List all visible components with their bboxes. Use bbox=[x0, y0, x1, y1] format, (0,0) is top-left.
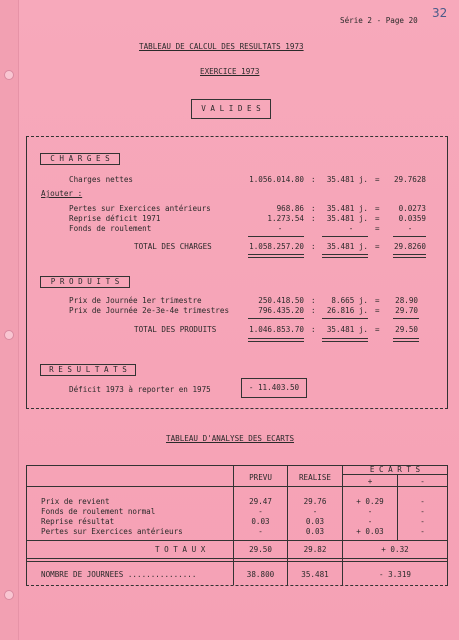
header-bottom-rule bbox=[26, 486, 448, 487]
ecart-row-realise: - bbox=[312, 507, 318, 516]
total-produits-days: 35.481 j. bbox=[326, 325, 368, 334]
double-rule bbox=[322, 338, 368, 342]
table-right bbox=[447, 465, 448, 585]
ecarts-subheader-rule bbox=[342, 474, 447, 475]
charges-row-label: Pertes sur Exercices antérieurs bbox=[69, 204, 211, 213]
totaux-realise: 29.82 bbox=[303, 545, 327, 554]
header-realise: REALISE bbox=[298, 473, 331, 482]
equals-sign: = bbox=[375, 296, 380, 305]
ecart-row-minus: - bbox=[420, 527, 425, 536]
charges-row-amount: 1.273.54 bbox=[267, 214, 304, 223]
ecart-row-realise: 29.76 bbox=[303, 497, 327, 506]
frame-right bbox=[447, 136, 448, 408]
charges-row-rate: 0.0273 bbox=[398, 204, 426, 213]
double-rule bbox=[393, 254, 426, 258]
totaux-top-rule bbox=[26, 540, 448, 541]
ecart-row-label: Fonds de roulement normal bbox=[41, 507, 156, 516]
charges-row-label: Reprise déficit 1971 bbox=[69, 214, 161, 223]
totaux-prevu: 29.50 bbox=[249, 545, 272, 554]
equals-sign: = bbox=[375, 214, 380, 223]
charges-row-amount: 968.86 bbox=[276, 204, 304, 213]
equals-sign: = bbox=[375, 204, 380, 213]
totaux-ecart: + 0.32 bbox=[381, 545, 409, 554]
frame-bottom bbox=[26, 408, 448, 409]
equals-sign: = bbox=[375, 325, 380, 334]
journees-ecart: - 3.319 bbox=[378, 570, 411, 579]
ecart-row-plus: - bbox=[367, 507, 373, 516]
rule bbox=[393, 318, 419, 319]
journees-prevu: 38.800 bbox=[246, 570, 275, 579]
rule bbox=[322, 318, 368, 319]
rule bbox=[248, 236, 304, 237]
equals-sign: = bbox=[375, 306, 380, 315]
total-charges-label: TOTAL DES CHARGES bbox=[134, 242, 212, 251]
ajouter-label: Ajouter : bbox=[41, 189, 83, 198]
ecart-row-realise: 0.03 bbox=[305, 527, 325, 536]
produits-heading: P R O D U I T S bbox=[50, 277, 120, 286]
equals-sign: = bbox=[375, 224, 380, 233]
totaux-bottom-rule bbox=[26, 558, 448, 559]
total-charges-amount: 1.058.257.20 bbox=[249, 242, 304, 251]
binding-strip bbox=[0, 0, 19, 640]
header-plus: + bbox=[367, 477, 373, 486]
totaux-label: T O T A U X bbox=[155, 545, 206, 554]
ecart-row-label: Pertes sur Exercices antérieurs bbox=[41, 527, 183, 536]
separator: : bbox=[311, 296, 316, 305]
total-produits-amount: 1.046.853.70 bbox=[249, 325, 304, 334]
ecart-row-prevu: - bbox=[258, 507, 263, 516]
ecart-row-label: Reprise résultat bbox=[41, 517, 115, 526]
rule bbox=[248, 318, 304, 319]
valides-label: V A L I D E S bbox=[201, 104, 261, 113]
header-minus: - bbox=[420, 477, 425, 486]
ecart-row-plus: + 0.29 bbox=[356, 497, 384, 506]
separator: : bbox=[311, 214, 316, 223]
total-produits-rate: 29.50 bbox=[395, 325, 418, 334]
frame-left bbox=[26, 136, 27, 408]
separator: : bbox=[311, 242, 316, 251]
resultats-value: - 11.403.50 bbox=[248, 383, 300, 392]
punch-hole bbox=[4, 330, 14, 340]
rule bbox=[322, 236, 368, 237]
equals-sign: = bbox=[375, 175, 380, 184]
table-left bbox=[26, 465, 27, 585]
separator: : bbox=[311, 175, 316, 184]
frame-top bbox=[26, 136, 448, 137]
produits-row-amount: 796.435.20 bbox=[258, 306, 304, 315]
exercice-label: EXERCICE 1973 bbox=[200, 67, 260, 76]
charges-row-amount: - bbox=[277, 224, 283, 233]
total-charges-rate: 29.8260 bbox=[393, 242, 426, 251]
produits-row-days: 8.665 j. bbox=[331, 296, 368, 305]
double-rule bbox=[248, 338, 304, 342]
separator: : bbox=[311, 325, 316, 334]
double-rule bbox=[322, 254, 368, 258]
produits-row-label: Prix de Journée 1er trimestre bbox=[69, 296, 202, 305]
produits-row-days: 26.816 j. bbox=[326, 306, 368, 315]
header-ecarts: E C A R T S bbox=[369, 465, 421, 474]
ecart-row-prevu: - bbox=[258, 527, 263, 536]
charges-heading: C H A R G E S bbox=[50, 154, 110, 163]
charges-nettes-days: 35.481 j. bbox=[326, 175, 368, 184]
produits-row-rate: 29.70 bbox=[395, 306, 418, 315]
resultats-label: Déficit 1973 à reporter en 1975 bbox=[69, 385, 211, 394]
charges-row-rate: 0.0359 bbox=[398, 214, 426, 223]
ecart-row-minus: - bbox=[420, 517, 425, 526]
rule bbox=[393, 236, 426, 237]
total-charges-days: 35.481 j. bbox=[326, 242, 368, 251]
ecart-row-minus: - bbox=[420, 507, 425, 516]
ecarts-title: TABLEAU D'ANALYSE DES ECARTS bbox=[166, 434, 295, 443]
ecart-row-realise: 0.03 bbox=[305, 517, 325, 526]
total-produits-label: TOTAL DES PRODUITS bbox=[134, 325, 217, 334]
separator: : bbox=[311, 306, 316, 315]
charges-nettes-label: Charges nettes bbox=[69, 175, 134, 184]
produits-row-label: Prix de Journée 2e-3e-4e trimestres bbox=[69, 306, 230, 315]
ecart-row-label: Prix de revient bbox=[41, 497, 110, 506]
ecart-row-prevu: 0.03 bbox=[251, 517, 270, 526]
produits-row-rate: 28.90 bbox=[395, 296, 418, 305]
produits-row-amount: 250.418.50 bbox=[258, 296, 304, 305]
double-rule bbox=[393, 338, 419, 342]
double-rule bbox=[248, 254, 304, 258]
charges-nettes-rate: 29.7628 bbox=[393, 175, 426, 184]
journees-top-rule bbox=[26, 561, 448, 562]
table-bottom bbox=[26, 585, 448, 586]
journees-label: NOMBRE DE JOURNEES ............... bbox=[41, 570, 197, 579]
punch-hole bbox=[4, 70, 14, 80]
charges-nettes-amount: 1.056.014.80 bbox=[249, 175, 304, 184]
handwritten-number: 32 bbox=[432, 6, 448, 20]
journees-realise: 35.481 bbox=[301, 570, 329, 579]
resultats-heading: R E S U L T A T S bbox=[49, 365, 127, 374]
ecart-row-plus: - bbox=[367, 517, 373, 526]
charges-row-label: Fonds de roulement bbox=[69, 224, 152, 233]
ecart-row-prevu: 29.47 bbox=[249, 497, 272, 506]
punch-hole bbox=[4, 590, 14, 600]
charges-row-rate: - bbox=[407, 224, 413, 233]
ecart-row-plus: + 0.03 bbox=[356, 527, 384, 536]
charges-row-days: 35.481 j. bbox=[326, 214, 368, 223]
document-title: TABLEAU DE CALCUL DES RESULTATS 1973 bbox=[139, 42, 304, 51]
charges-row-days: - bbox=[348, 224, 354, 233]
equals-sign: = bbox=[375, 242, 380, 251]
ecart-row-minus: - bbox=[420, 497, 425, 506]
page-reference: Série 2 - Page 20 bbox=[340, 16, 418, 25]
charges-row-days: 35.481 j. bbox=[326, 204, 368, 213]
separator: : bbox=[311, 204, 316, 213]
header-prevu: PREVU bbox=[249, 473, 272, 482]
